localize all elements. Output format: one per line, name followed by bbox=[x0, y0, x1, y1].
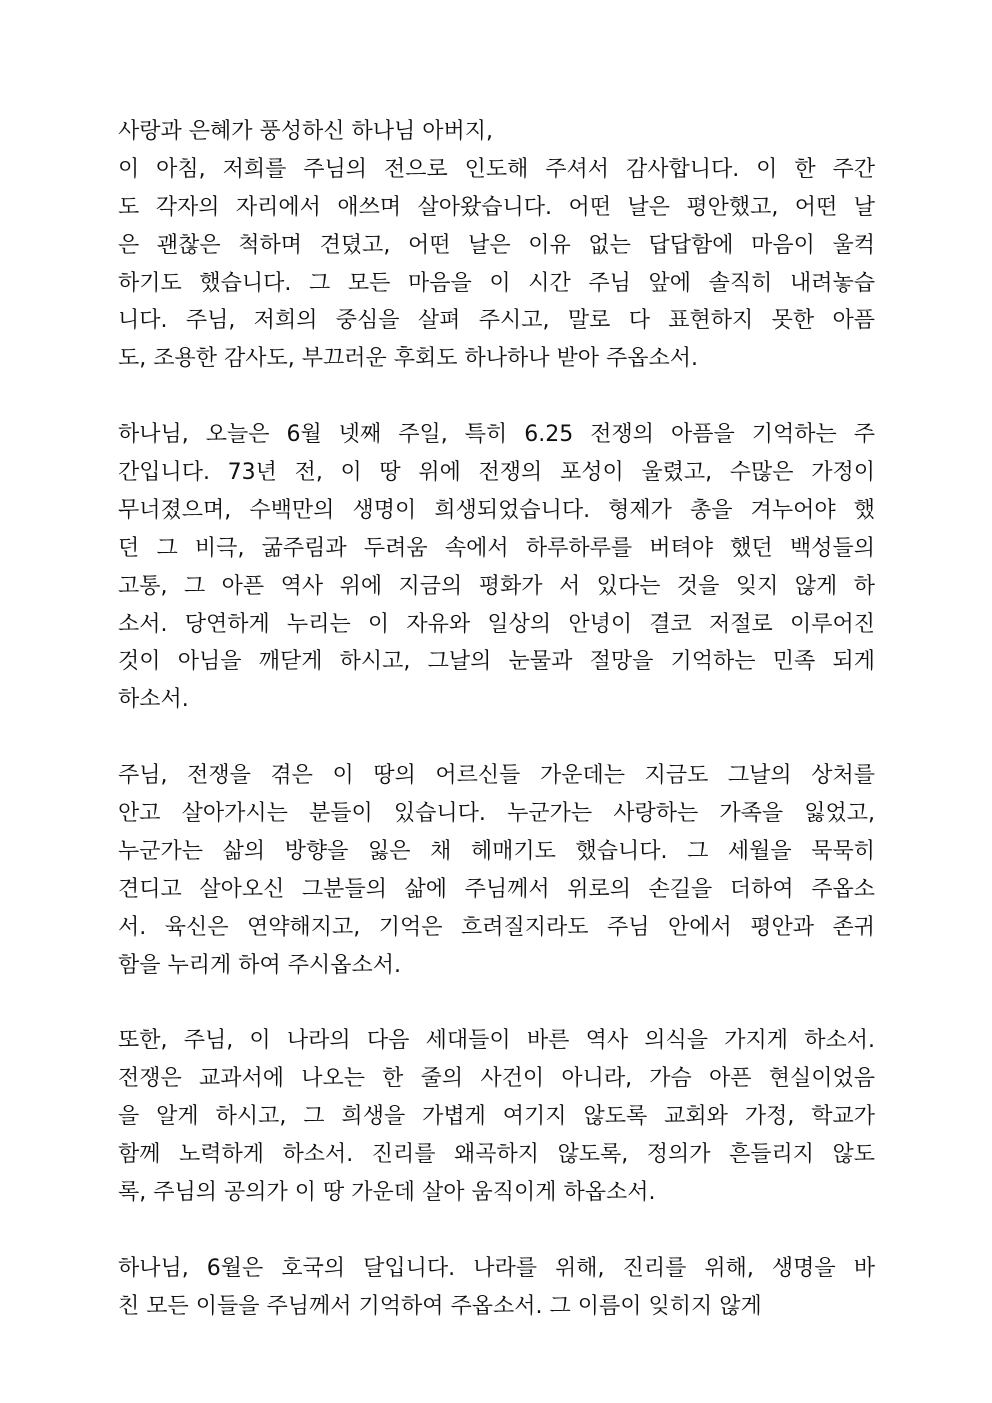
paragraph-4 bbox=[118, 1022, 875, 1211]
text-line: 도, 조용한 감사도, 부끄러운 후회도 하나하나 받아 주옵소서. bbox=[118, 346, 698, 372]
paragraph-2 bbox=[118, 416, 875, 719]
text-line: 하기도 했습니다. 그 모든 마음을 이 시간 주님 앞에 솔직히 내려놓습 bbox=[118, 270, 875, 296]
text-line: 하나님, 6월은 호국의 달입니다. 나라를 위해, 진리를 위해, 생명을 바 bbox=[118, 1255, 875, 1281]
text-line: 소서. 당연하게 누리는 이 자유와 일상의 안녕이 결코 저절로 이루어진 bbox=[118, 611, 875, 637]
text-line: 전쟁은 교과서에 나오는 한 줄의 사건이 아니라, 가슴 아픈 현실이었음 bbox=[118, 1066, 875, 1092]
text-line: 사랑과 은혜가 풍성하신 하나님 아버지, bbox=[118, 119, 493, 144]
text-line: 을 알게 하시고, 그 희생을 가볍게 여기지 않도록 교회와 가정, 학교가 bbox=[118, 1104, 875, 1130]
text-line: 누군가는 삶의 방향을 잃은 채 헤매기도 했습니다. 그 세월을 묵묵히 bbox=[118, 838, 875, 864]
text-line: 견디고 살아오신 그분들의 삶에 주님께서 위로의 손길을 더하여 주옵소 bbox=[118, 876, 875, 902]
text-line: 또한, 주님, 이 나라의 다음 세대들이 바른 역사 의식을 가지게 하소서. bbox=[118, 1028, 875, 1054]
text-line: 서. 육신은 연약해지고, 기억은 흐려질지라도 주님 안에서 평안과 존귀 bbox=[118, 914, 875, 940]
text-line: 간입니다. 73년 전, 이 땅 위에 전쟁의 포성이 울렸고, 수많은 가정이 bbox=[118, 460, 875, 486]
text-line: 니다. 주님, 저희의 중심을 살펴 주시고, 말로 다 표현하지 못한 아픔 bbox=[118, 308, 875, 334]
paragraph-3 bbox=[118, 757, 875, 984]
text-line: 록, 주님의 공의가 이 땅 가운데 살아 움직이게 하옵소서. bbox=[118, 1179, 656, 1205]
paragraph-5 bbox=[118, 1250, 875, 1326]
text-line: 것이 아님을 깨닫게 하시고, 그날의 눈물과 절망을 기억하는 민족 되게 bbox=[118, 649, 875, 675]
text-line: 친 모든 이들을 주님께서 기억하여 주옵소서. 그 이름이 잊히지 않게 bbox=[118, 1293, 762, 1319]
text-line: 도 각자의 자리에서 애쓰며 살아왔습니다. 어떤 날은 평안했고, 어떤 날 bbox=[118, 194, 875, 220]
paragraph-1 bbox=[118, 113, 875, 378]
text-line: 하소서. bbox=[118, 687, 189, 713]
text-line: 무너졌으며, 수백만의 생명이 희생되었습니다. 형제가 총을 겨누어야 했 bbox=[118, 497, 875, 523]
text-line: 은 괜찮은 척하며 견뎠고, 어떤 날은 이유 없는 답답함에 마음이 울컥 bbox=[118, 232, 875, 258]
text-line: 안고 살아가시는 분들이 있습니다. 누군가는 사랑하는 가족을 잃었고, bbox=[118, 801, 875, 827]
text-line: 던 그 비극, 굶주림과 두려움 속에서 하루하루를 버텨야 했던 백성들의 bbox=[118, 535, 875, 561]
text-line: 함께 노력하게 하소서. 진리를 왜곡하지 않도록, 정의가 흔들리지 않도 bbox=[118, 1142, 875, 1168]
text-line: 함을 누리게 하여 주시옵소서. bbox=[118, 952, 401, 978]
text-line: 고통, 그 아픈 역사 위에 지금의 평화가 서 있다는 것을 잊지 않게 하 bbox=[118, 573, 875, 599]
prayer-text bbox=[118, 113, 875, 1363]
text-line: 하나님, 오늘은 6월 넷째 주일, 특히 6.25 전쟁의 아픔을 기억하는 주 bbox=[118, 422, 875, 448]
text-line: 이 아침, 저희를 주님의 전으로 인도해 주셔서 감사합니다. 이 한 주간 bbox=[118, 156, 875, 182]
text-line: 주님, 전쟁을 겪은 이 땅의 어르신들 가운데는 지금도 그날의 상처를 bbox=[118, 763, 875, 789]
